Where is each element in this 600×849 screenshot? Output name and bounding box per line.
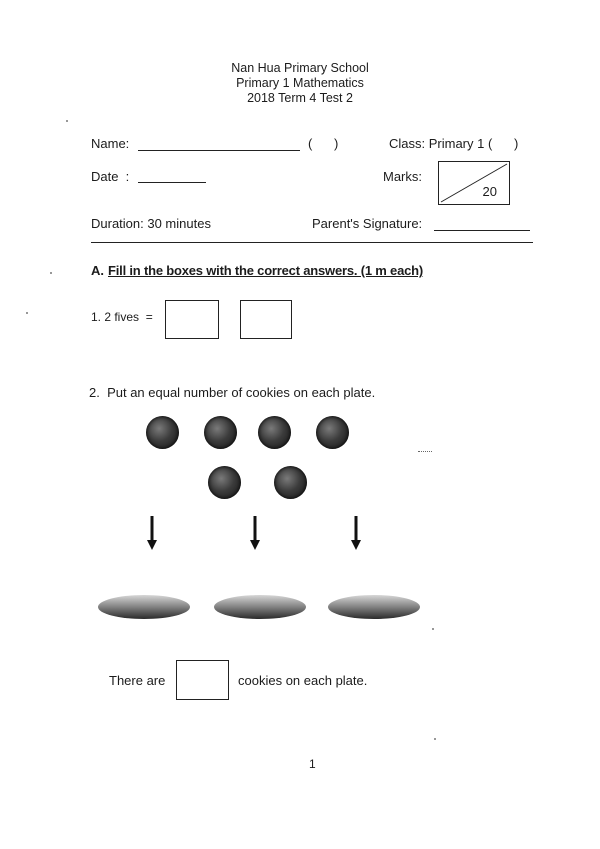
scan-speck — [434, 738, 436, 740]
parent-signature-field[interactable] — [434, 230, 530, 231]
down-arrow-icon — [351, 516, 361, 550]
cookie-1 — [146, 416, 179, 449]
parent-signature-label: Parent's Signature: — [312, 216, 423, 231]
q2-answer-suffix: cookies on each plate. — [238, 673, 368, 688]
marks-label: Marks: — [383, 169, 422, 184]
q1-text: 1. 2 fives = — [91, 310, 153, 324]
scan-speck — [432, 628, 434, 630]
test-title: 2018 Term 4 Test 2 — [247, 91, 353, 105]
duration-text: Duration: 30 minutes — [91, 216, 211, 231]
name-label: Name: — [91, 136, 130, 151]
cookie-2 — [204, 416, 237, 449]
cookie-6 — [274, 466, 307, 499]
name-field[interactable] — [138, 150, 300, 151]
down-arrow-icon — [250, 516, 260, 550]
scan-speck — [66, 120, 68, 122]
header-divider — [91, 242, 533, 243]
date-field[interactable] — [138, 182, 206, 183]
cookie-4 — [316, 416, 349, 449]
scan-mark — [418, 451, 432, 452]
q2-answer-box[interactable] — [176, 660, 229, 700]
class-label: Class: Primary 1 ( ) — [389, 136, 519, 151]
scan-speck — [26, 312, 28, 314]
section-letter: A. — [91, 263, 104, 278]
q1-answer-box-1[interactable] — [165, 300, 219, 339]
subject-title: Primary 1 Mathematics — [236, 76, 364, 90]
scan-speck — [50, 272, 52, 274]
marks-box — [438, 161, 510, 205]
cookie-3 — [258, 416, 291, 449]
marks-diagonal-line — [439, 162, 509, 204]
register-number-parens: ( ) — [308, 136, 339, 151]
q2-question: 2. Put an equal number of cookies on each plate. — [89, 385, 376, 400]
q2-answer-prefix: There are — [109, 673, 166, 688]
page-number: 1 — [309, 757, 316, 771]
marks-total: 20 — [482, 184, 497, 199]
down-arrow-icon — [147, 516, 157, 550]
section-instruction: Fill in the boxes with the correct answers. (1 m each) — [108, 263, 424, 278]
date-label: Date : — [91, 169, 130, 184]
cookie-5 — [208, 466, 241, 499]
school-name: Nan Hua Primary School — [231, 61, 369, 75]
q1-answer-box-2[interactable] — [240, 300, 292, 339]
plate-1 — [98, 595, 190, 619]
plate-2 — [214, 595, 306, 619]
plate-3 — [328, 595, 420, 619]
